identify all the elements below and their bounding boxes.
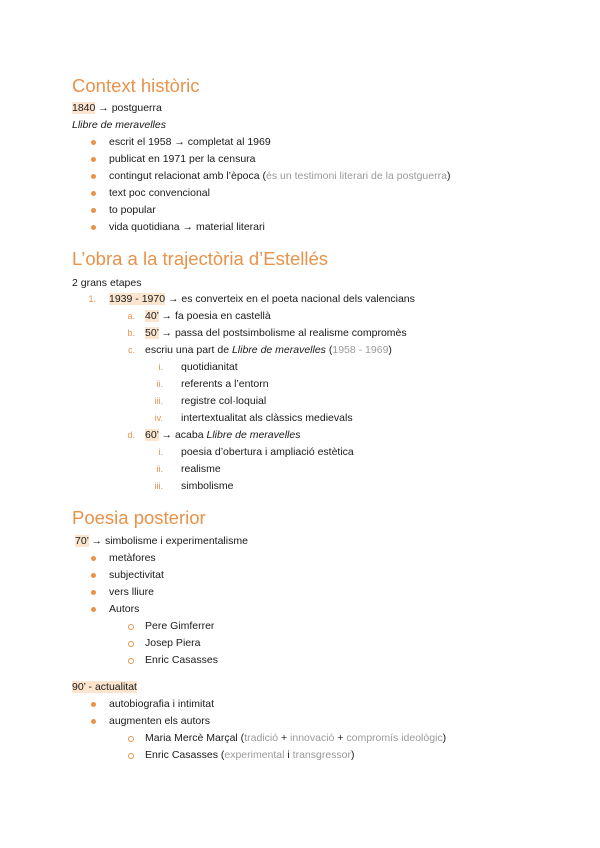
author-name: Enric Casasses (: [145, 749, 225, 761]
intro-line: 2 grans etapes: [72, 277, 142, 289]
period-highlight: 50’: [145, 327, 159, 339]
heading-obra-trajectoria: L’obra a la trajectòria d’Estellés: [72, 248, 329, 269]
bullet-icon: [91, 590, 96, 595]
book-title-text: Llibre de meravelles: [206, 429, 301, 441]
author-name: Maria Mercè Marçal (: [145, 732, 245, 744]
period-rest: → postguerra: [95, 102, 162, 114]
author-trait: experimental: [224, 749, 285, 761]
author-item: Enric Casasses: [145, 654, 218, 666]
list-item-text: → simbolisme i experimentalisme: [88, 535, 248, 547]
list-item: [109, 169, 450, 183]
list-item: augmenten els autors: [109, 715, 210, 727]
list-item-open: (: [325, 344, 333, 356]
list-item: [145, 326, 407, 340]
book-title-text: Llibre de meravelles: [231, 344, 326, 356]
list-item-text: → passa del postsimbolisme al realisme compromès: [158, 327, 407, 339]
list-roman: i.: [158, 447, 163, 457]
list-item-close: ): [442, 732, 447, 744]
author-trait: innovació: [290, 732, 335, 744]
circle-bullet-icon: [128, 658, 134, 664]
author-item: [145, 731, 446, 745]
author-item: [145, 748, 355, 762]
list-roman: iii.: [154, 481, 163, 491]
bullet-icon: [91, 702, 96, 707]
list-item: registre col·loquial: [181, 395, 267, 407]
list-item-text: → es converteix en el poeta nacional dels valencians: [165, 293, 415, 305]
circle-bullet-icon: [128, 624, 134, 630]
list-item: vida quotidiana → material literari: [109, 221, 265, 233]
period-highlight: 90’ - actualitat: [72, 681, 137, 693]
bullet-icon: [91, 174, 96, 179]
list-item: simbolisme: [181, 480, 234, 492]
list-item-text: → acaba: [158, 429, 207, 441]
list-item: text poc convencional: [109, 187, 210, 199]
list-item: realisme: [181, 463, 221, 475]
list-item: [145, 428, 300, 442]
list-letter: c.: [127, 345, 135, 355]
list-item: intertextualitat als clàssics medievals: [181, 412, 353, 424]
list-item: publicat en 1971 per la censura: [109, 153, 256, 165]
book-title: [72, 118, 166, 132]
bullet-icon: [91, 208, 96, 213]
bullet-icon: [91, 607, 96, 612]
author-item: Pere Gimferrer: [145, 620, 215, 632]
list-roman: ii.: [156, 464, 163, 474]
plus-sign: +: [278, 732, 291, 744]
list-roman: iv.: [154, 413, 163, 423]
conjunction: i: [284, 749, 293, 761]
list-item: referents a l’entorn: [181, 378, 269, 390]
period-line: [75, 534, 248, 548]
bullet-icon: [91, 191, 96, 196]
list-item-close: ): [446, 170, 451, 182]
list-roman: ii.: [156, 379, 163, 389]
list-item: poesia d’obertura i ampliació estètica: [181, 446, 354, 458]
bullet-icon: [91, 140, 96, 145]
period-highlight: 60’: [145, 429, 159, 441]
period-highlight: 1939 - 1970: [109, 293, 166, 305]
list-item-aside: és un testimoni literari de la postguerra: [266, 170, 447, 182]
bullet-icon: [91, 225, 96, 230]
list-item-text: escriu una part de: [145, 344, 232, 356]
list-number: 1.: [88, 294, 96, 304]
list-item: subjectivitat: [109, 569, 164, 581]
circle-bullet-icon: [128, 641, 134, 647]
author-trait: compromís ideològic: [346, 732, 443, 744]
list-item: quotidianitat: [181, 361, 238, 373]
list-item: [145, 343, 392, 357]
list-item-text: → fa poesia en castellà: [158, 310, 271, 322]
heading-context-historic: Context històric: [72, 75, 200, 96]
author-trait: transgressor: [292, 749, 352, 761]
list-letter: a.: [127, 311, 135, 321]
list-roman: i.: [158, 362, 163, 372]
circle-bullet-icon: [128, 736, 134, 742]
list-item: [109, 292, 415, 306]
period-highlight: 40’: [145, 310, 159, 322]
list-item: [145, 309, 271, 323]
bullet-icon: [91, 157, 96, 162]
list-item: autobiografia i intimitat: [109, 698, 215, 710]
list-item-aside: 1958 - 1969: [332, 344, 389, 356]
list-letter: b.: [127, 328, 135, 338]
plus-sign: +: [334, 732, 347, 744]
book-title-text: Llibre de meravelles: [72, 119, 166, 131]
list-item: Autors: [109, 603, 140, 615]
period-highlight: 70’: [75, 535, 89, 547]
list-letter: d.: [127, 430, 135, 440]
bullet-icon: [91, 573, 96, 578]
list-item: to popular: [109, 204, 156, 216]
period-line: [72, 101, 162, 115]
list-item-text: contingut relacionat amb l’època (: [109, 170, 267, 182]
bullet-icon: [91, 556, 96, 561]
list-item: vers lliure: [109, 586, 154, 598]
list-item-close: ): [351, 749, 355, 761]
list-item-close: ): [388, 344, 392, 356]
bullet-icon: [91, 719, 96, 724]
period-line: [72, 680, 137, 694]
author-item: Josep Piera: [145, 637, 201, 649]
heading-poesia-posterior: Poesia posterior: [72, 507, 206, 528]
circle-bullet-icon: [128, 753, 134, 759]
author-trait: tradició: [244, 732, 279, 744]
period-highlight: 1840: [72, 102, 96, 114]
list-roman: iii.: [154, 396, 163, 406]
list-item: escrit el 1958 → completat al 1969: [109, 136, 271, 148]
list-item: metàfores: [109, 552, 156, 564]
